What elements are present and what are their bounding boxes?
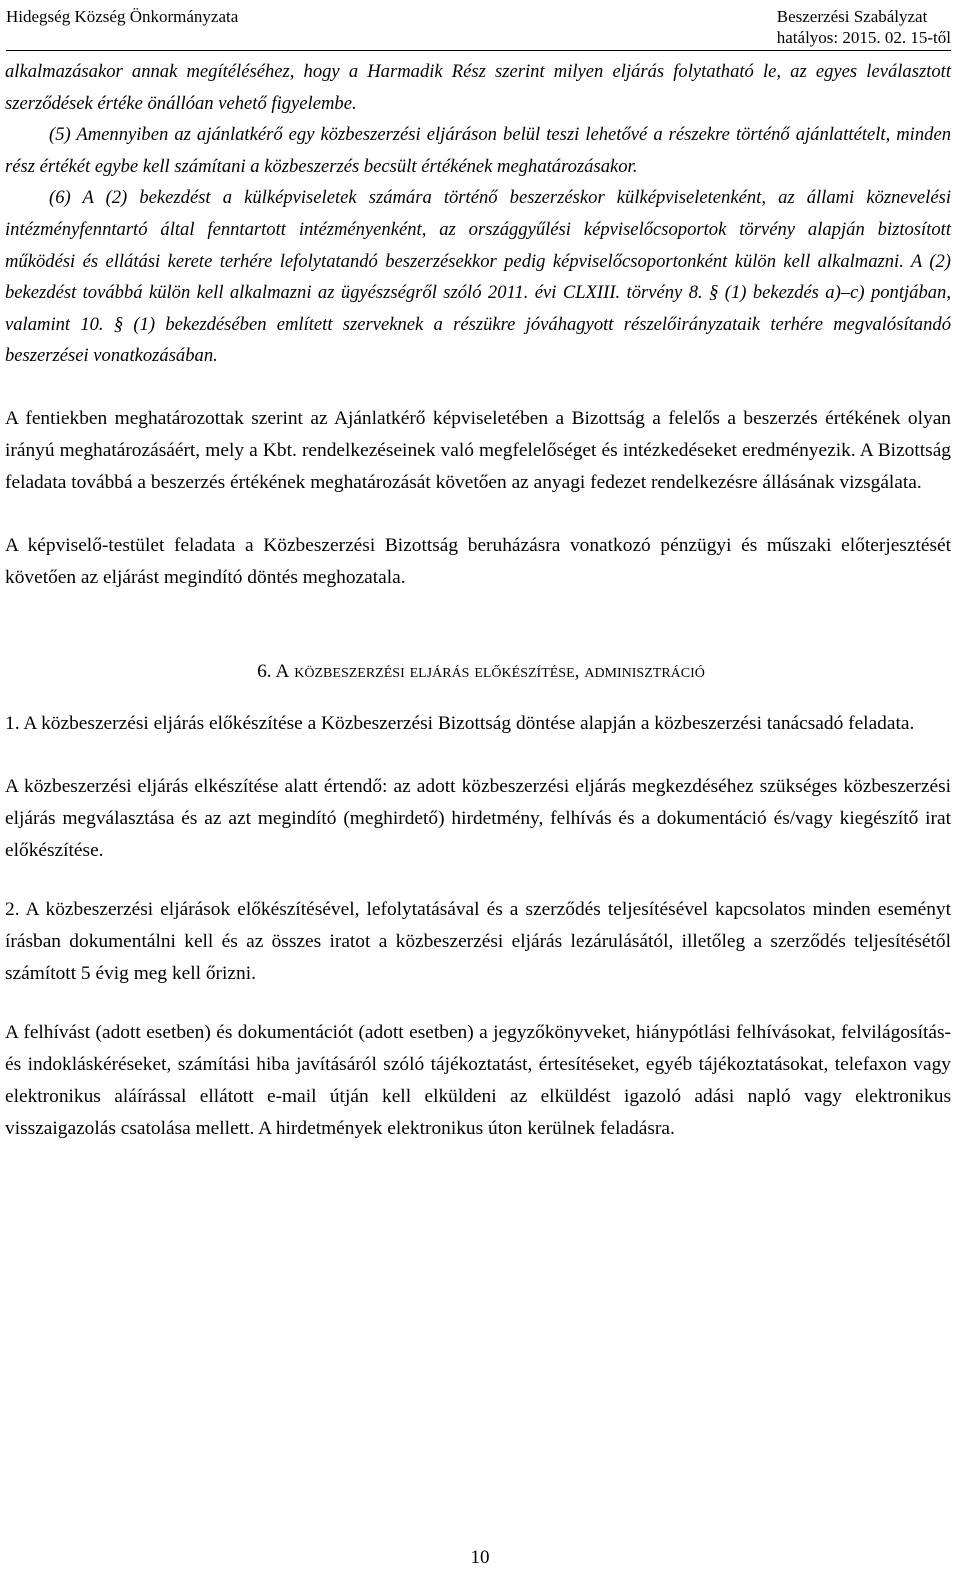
header-document-info: [777, 6, 951, 48]
section-title: közbeszerzési eljárás előkészítése, adminisztráció: [289, 660, 705, 682]
section-paragraph-documents: A felhívást (adott esetben) és dokumentációt (adott esetben) a jegyzőkönyveket, hiánypótlási felhívásokat, felvilágosítás- és indokláskéréseket, számítási hiba javításáról szóló tájékoztatást, értesítéseket, egyéb tájékoztatásokat, telefaxon vagy elektronikus aláírással ellátott e-mail útján kell elküldeni az elküldést igazoló adási napló vagy elektronikus visszaigazolás csatolása mellett. A hirdetmények elektronikus úton kerülnek feladásra.: [5, 1021, 951, 1139]
section-paragraph-2: 2. A közbeszerzési eljárások előkészítésével, lefolytatásával és a szerződés teljesítésével kapcsolatos minden eseményt írásban dokumentálni kell és az összes iratot a közbeszerzési eljárás lezárulásától, illetőleg a szerződés teljesítésétől számított 5 évig meg kell őrizni.: [5, 898, 951, 984]
section-heading: [5, 656, 951, 688]
header-document-title: Beszerzési Szabályzat: [776, 7, 928, 26]
page-header: [6, 6, 951, 51]
section-paragraph-preparation: A közbeszerzési eljárás elkészítése alatt értendő: az adott közbeszerzési eljárás megkezdéséhez szükséges közbeszerzési eljárás megválasztása és az azt megindító (meghirdető) hirdetmény, felhívás és a dokumentáció és/vagy kiegészítő irat előkészítése.: [5, 775, 951, 861]
header-organization: Hidegség Község Önkormányzata: [6, 7, 239, 26]
page-number: 10: [470, 1547, 490, 1568]
section-number: 6.: [257, 660, 272, 682]
header-effective-date: hatályos: 2015. 02. 15-től: [776, 28, 951, 47]
italic-paragraph-5: (5) Amennyiben az ajánlatkérő egy közbeszerzési eljáráson belül teszi lehetővé a részekre történő ajánlattételt, minden rész értékét egybe kell számítani a közbeszerzés becsült értékének meghatározásakor.: [5, 124, 951, 177]
section-title-initial: A: [275, 660, 290, 682]
paragraph-kepviselo-testulet: A képviselő-testület feladata a Közbeszerzési Bizottság beruházásra vonatkozó pénzügyi és műszaki előterjesztését követően az eljárást megindító döntés meghozatala.: [5, 534, 951, 588]
document-body: [5, 56, 951, 1145]
section-paragraph-1: 1. A közbeszerzési eljárás előkészítése a Közbeszerzési Bizottság döntése alapján a közbeszerzési tanácsadó feladata.: [5, 712, 915, 734]
italic-paragraph-continuation: alkalmazásakor annak megítéléséhez, hogy a Harmadik Rész szerint milyen eljárás folytatható le, az egyes leválasztott szerződések értéke önállóan vehető figyelembe.: [5, 61, 951, 114]
italic-paragraph-6: (6) A (2) bekezdést a külképviseletek számára történő beszerzéskor külképviseletenként, az állami köznevelési intézményfenntartó által fenntartott intézményenként, az országgyűlési képviselőcsoportok törvény alapján biztosított működési és ellátási kerete terhére lefolytatandó beszerzésekkor pedig képviselőcsoportonként külön kell alkalmazni. A (2) bekezdést továbbá külön kell alkalmazni az ügyészségről szóló 2011. évi CLXIII. törvény 8. § (1) bekezdés a)–c) pontjában, valamint 10. § (1) bekezdésében említett szerveknek a részükre jóváhagyott részelőirányzataik terhére megvalósítandó beszerzései vonatkozásában.: [5, 187, 951, 367]
paragraph-bizottsag: A fentiekben meghatározottak szerint az Ajánlatkérő képviseletében a Bizottság a felelős a beszerzés értékének olyan irányú meghatározásáért, mely a Kbt. rendelkezéseinek való megfelelőséget és intézkedéseket eredményezik. A Bizottság feladata továbbá a beszerzés értékének meghatározását követően az anyagi fedezet rendelkezésre állásának vizsgálata.: [5, 407, 951, 493]
